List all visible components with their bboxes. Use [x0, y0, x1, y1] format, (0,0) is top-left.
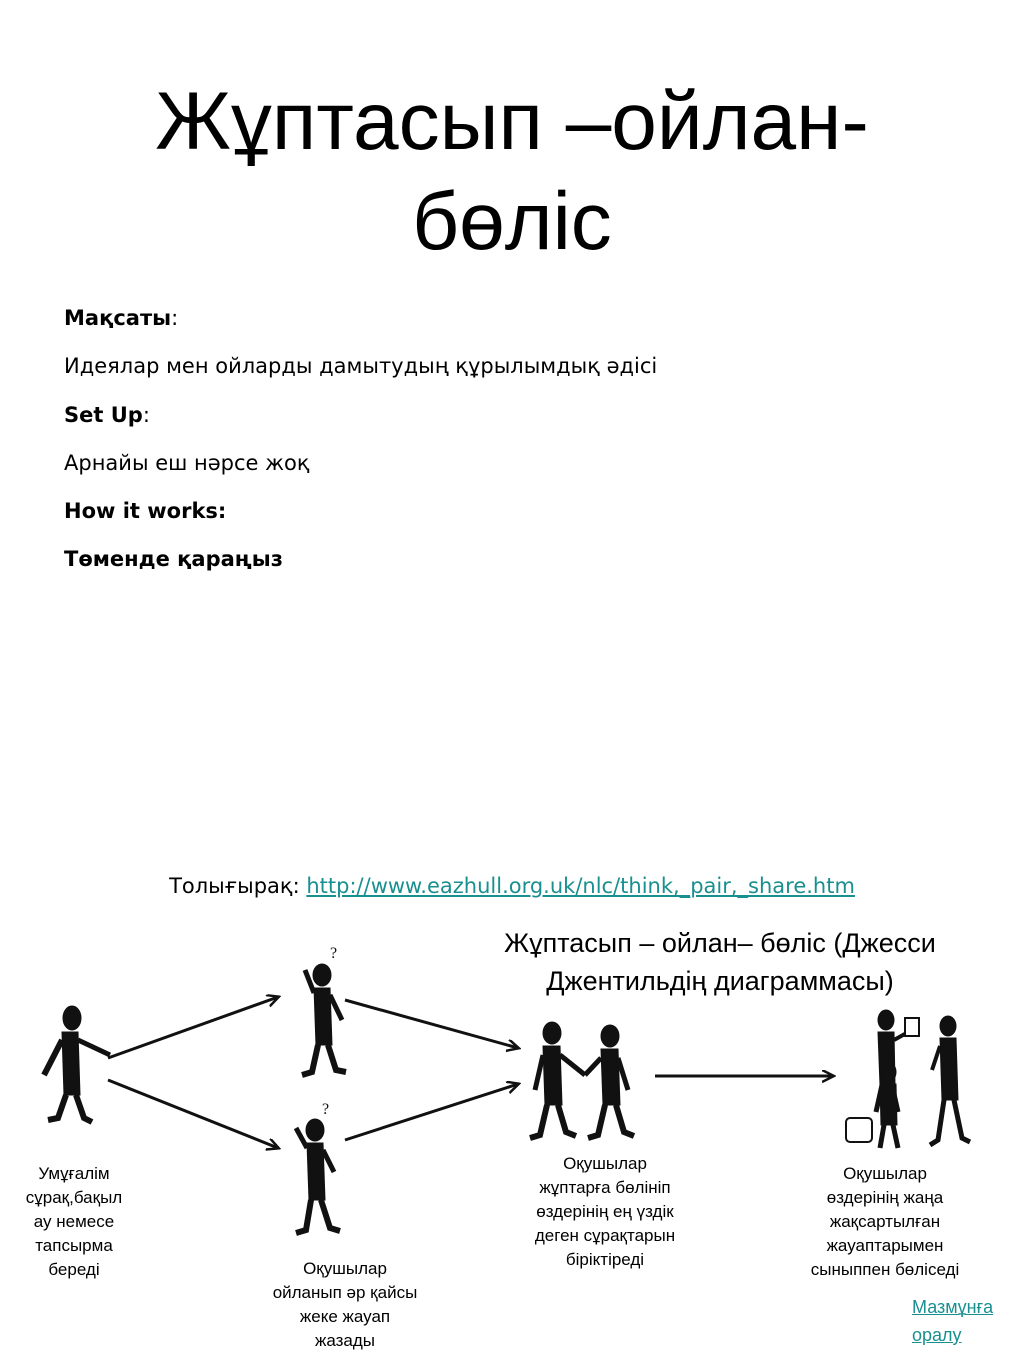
caption-line: Оқушылар: [563, 1154, 647, 1173]
caption-think: [250, 1257, 440, 1353]
caption-line: деген сұрақтарын: [534, 1226, 676, 1245]
caption-line: Оқушылар: [843, 1164, 927, 1183]
thinking-student-top: [302, 945, 346, 1075]
caption-pair: [500, 1152, 710, 1272]
how-text: Төменде қараңыз: [64, 547, 283, 571]
caption-line: ау немесе: [33, 1212, 115, 1231]
nav-line-1[interactable]: Мазмұнға: [912, 1297, 994, 1317]
goal-colon: :: [171, 306, 179, 330]
pair-students-figure: [530, 1022, 634, 1138]
diagram-title: Жұптасып – ойлан– бөліс (Джесси Джентильдің диаграммасы): [504, 928, 936, 996]
caption-line: ойланып әр қайсы: [272, 1283, 418, 1302]
teacher-figure: [44, 1006, 110, 1122]
title-line-1: Жұптасып –ойлан-: [155, 76, 869, 167]
more-label: Толығырақ:: [169, 874, 307, 898]
caption-line: жеке жауап: [299, 1307, 391, 1326]
arrow-teacher-to-bottom: [108, 1080, 278, 1148]
caption-line: Умұғалім: [38, 1164, 110, 1183]
caption-line: жұптарға бөлініп: [539, 1178, 671, 1197]
back-to-contents-link[interactable]: [912, 1293, 993, 1349]
thinking-student-bottom: [296, 1101, 340, 1233]
caption-line: жауаптарымен: [826, 1236, 944, 1255]
caption-share: [785, 1162, 985, 1282]
arrow-teacher-to-top: [108, 997, 278, 1058]
svg-text:?: ?: [322, 1101, 330, 1118]
caption-line: сұрақ,бақыл: [25, 1188, 123, 1207]
setup-text: Арнайы еш нәрсе жоқ: [64, 451, 310, 475]
more-link[interactable]: http://www.eazhull.org.uk/nlc/think,_pair,_share.htm: [306, 874, 855, 898]
how-heading: How it works:: [64, 499, 227, 523]
arrow-top-to-pair: [345, 1000, 518, 1048]
goal-text: Идеялар мен ойларды дамытудың құрылымдық әдісі: [64, 354, 658, 378]
caption-line: біріктіреді: [565, 1250, 645, 1269]
setup-label: Set Up: [64, 403, 143, 427]
svg-text:?: ?: [330, 945, 338, 962]
caption-teacher: [8, 1162, 140, 1282]
caption-line: сыныппен бөліседі: [810, 1260, 960, 1279]
caption-line: өздерінің жаңа: [826, 1188, 944, 1207]
caption-line: өздерінің ең үздік: [536, 1202, 674, 1221]
caption-line: тапсырма: [35, 1236, 113, 1255]
goal-label: Мақсаты: [64, 306, 172, 330]
nav-line-2[interactable]: оралу: [912, 1325, 962, 1345]
setup-colon: :: [142, 403, 150, 427]
caption-line: жазады: [314, 1331, 376, 1350]
title-line-2: бөліс: [412, 176, 612, 267]
caption-line: жақсартылған: [829, 1212, 941, 1231]
arrow-bottom-to-pair: [345, 1084, 518, 1140]
sharing-group-figure: [846, 1010, 970, 1148]
caption-line: Оқушылар: [303, 1259, 387, 1278]
caption-line: береді: [48, 1260, 100, 1279]
